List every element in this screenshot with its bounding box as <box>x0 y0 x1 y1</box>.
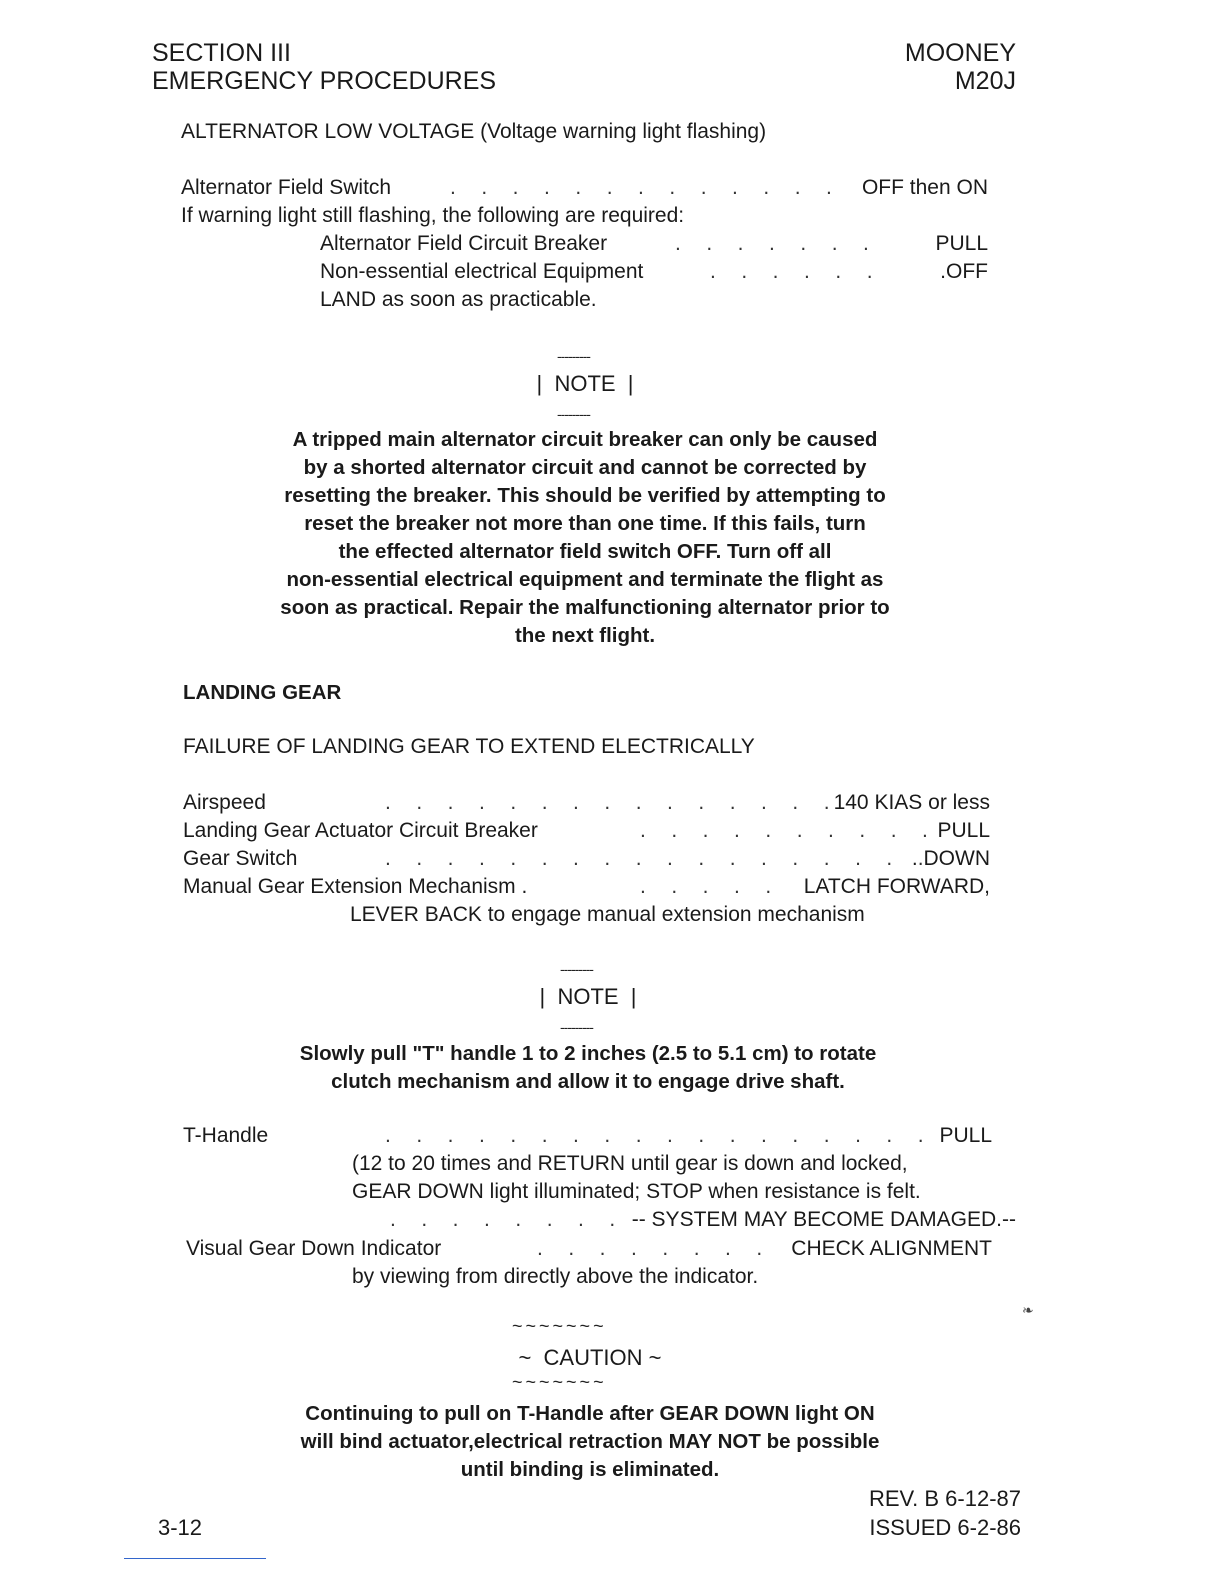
leader-dots: . . . . . . . <box>675 232 871 255</box>
note-rule-top: --------- <box>560 961 593 977</box>
leader-dots: . . . . . . . . . . . . . <box>450 176 834 199</box>
t-handle-action: PULL <box>939 1124 992 1147</box>
landing-gear-heading: LANDING GEAR <box>183 681 342 704</box>
note-line: resetting the breaker. This should be verified by attempting to <box>284 484 886 507</box>
airspeed-label: Airspeed <box>183 791 266 814</box>
breaker-label: Alternator Field Circuit Breaker <box>320 232 608 255</box>
note-label: NOTE <box>557 984 619 1009</box>
caution-text <box>170 1400 1010 1484</box>
issued-label: ISSUED 6-2-86 <box>869 1515 1021 1540</box>
caution-line: Continuing to pull on T-Handle after GEAR DOWN light ON <box>305 1402 875 1425</box>
page-title: EMERGENCY PROCEDURES <box>152 67 497 95</box>
leader-dots: . . . . . . . . . . <box>640 819 930 842</box>
leader-dots: . . . . . . . . <box>390 1208 618 1231</box>
model-label: M20J <box>954 67 1016 95</box>
if-flashing-text: If warning light still flashing, the following are required: <box>181 204 685 227</box>
field-switch-label: Alternator Field Switch <box>181 176 392 199</box>
actuator-action: PULL <box>937 819 990 842</box>
visual-indicator-action: CHECK ALIGNMENT <box>791 1237 992 1260</box>
caution-line: will bind actuator,electrical retraction MAY NOT be possible <box>300 1430 880 1453</box>
manual-action: LATCH FORWARD, <box>803 875 990 898</box>
note-rule-bottom: --------- <box>557 406 590 422</box>
land-instruction: LAND as soon as practicable. <box>320 288 597 311</box>
t-handle-line1: (12 to 20 times and RETURN until gear is down and locked, <box>352 1152 908 1175</box>
note-heading: | NOTE | <box>536 371 634 396</box>
note-text <box>160 426 1010 650</box>
note-line: Slowly pull "T" handle 1 to 2 inches (2.5 to 5.1 cm) to rotate <box>299 1042 877 1065</box>
system-damage-warning: -- SYSTEM MAY BECOME DAMAGED.-- <box>631 1208 1016 1231</box>
note-label: NOTE <box>554 371 616 396</box>
scan-speck-icon: ❧ <box>1022 1302 1034 1318</box>
note-line: reset the breaker not more than one time. If this fails, turn <box>304 512 866 535</box>
visual-indicator-label: Visual Gear Down Indicator <box>186 1237 442 1260</box>
make-label: MOONEY <box>904 39 1016 67</box>
leader-dots: . . . . . . <box>710 260 875 283</box>
t-handle-label: T-Handle <box>183 1124 269 1147</box>
gear-switch-label: Gear Switch <box>183 847 298 870</box>
note-line: soon as practical. Repair the malfunctioning alternator prior to <box>280 596 890 619</box>
note-heading: | NOTE | <box>539 984 637 1009</box>
note-rule-top: --------- <box>557 348 590 364</box>
footer-underline <box>124 1558 266 1559</box>
leader-dots: . . . . . . . . . . . . . . . . . . <box>385 847 926 870</box>
field-switch-action: OFF then ON <box>861 176 988 199</box>
note-line: clutch mechanism and allow it to engage drive shaft. <box>331 1070 845 1093</box>
revision-label: REV. B 6-12-87 <box>868 1486 1021 1511</box>
breaker-action: PULL <box>935 232 988 255</box>
manual-label: Manual Gear Extension Mechanism . <box>183 875 528 898</box>
landing-gear-subheading: FAILURE OF LANDING GEAR TO EXTEND ELECTRICALLY <box>183 735 755 758</box>
page-number: 3-12 <box>158 1515 203 1540</box>
caution-rule-top: ~~~~~~~ <box>512 1316 607 1336</box>
leader-dots: . . . . . . . . . . . . . . . <box>385 791 832 814</box>
caution-heading: ~ CAUTION ~ <box>518 1345 662 1370</box>
note-rule-bottom: --------- <box>560 1019 593 1035</box>
airspeed-action: 140 KIAS or less <box>833 791 990 814</box>
note-line: the effected alternator field switch OFF. Turn off all <box>338 540 832 563</box>
section-label: SECTION III <box>152 39 291 67</box>
nonessential-label: Non-essential electrical Equipment <box>320 260 644 283</box>
note-line: the next flight. <box>514 624 656 647</box>
manual-continuation: LEVER BACK to engage manual extension mechanism <box>350 903 865 926</box>
t-handle-line2: GEAR DOWN light illuminated; STOP when resistance is felt. <box>352 1180 921 1203</box>
gear-switch-action: . DOWN <box>911 847 990 870</box>
leader-dots: . . . . . . . . . . . . . . . . . . <box>385 1124 926 1147</box>
caution-line: until binding is eliminated. <box>460 1458 720 1481</box>
visual-indicator-continuation: by viewing from directly above the indicator. <box>352 1265 759 1288</box>
note-text <box>160 1040 1016 1096</box>
actuator-label: Landing Gear Actuator Circuit Breaker <box>183 819 538 842</box>
alternator-heading: ALTERNATOR LOW VOLTAGE (Voltage warning light flashing) <box>181 120 767 143</box>
note-line: non-essential electrical equipment and terminate the flight as <box>286 568 884 591</box>
note-line: A tripped main alternator circuit breaker can only be caused <box>292 428 878 451</box>
leader-dots: . . . . . . . . <box>537 1237 765 1260</box>
caution-rule-bottom: ~~~~~~~ <box>512 1372 607 1392</box>
leader-dots: . . . . . <box>640 875 774 898</box>
caution-label: CAUTION <box>543 1345 643 1370</box>
note-line: by a shorted alternator circuit and cannot be corrected by <box>303 456 867 479</box>
nonessential-action: .OFF <box>940 260 988 283</box>
